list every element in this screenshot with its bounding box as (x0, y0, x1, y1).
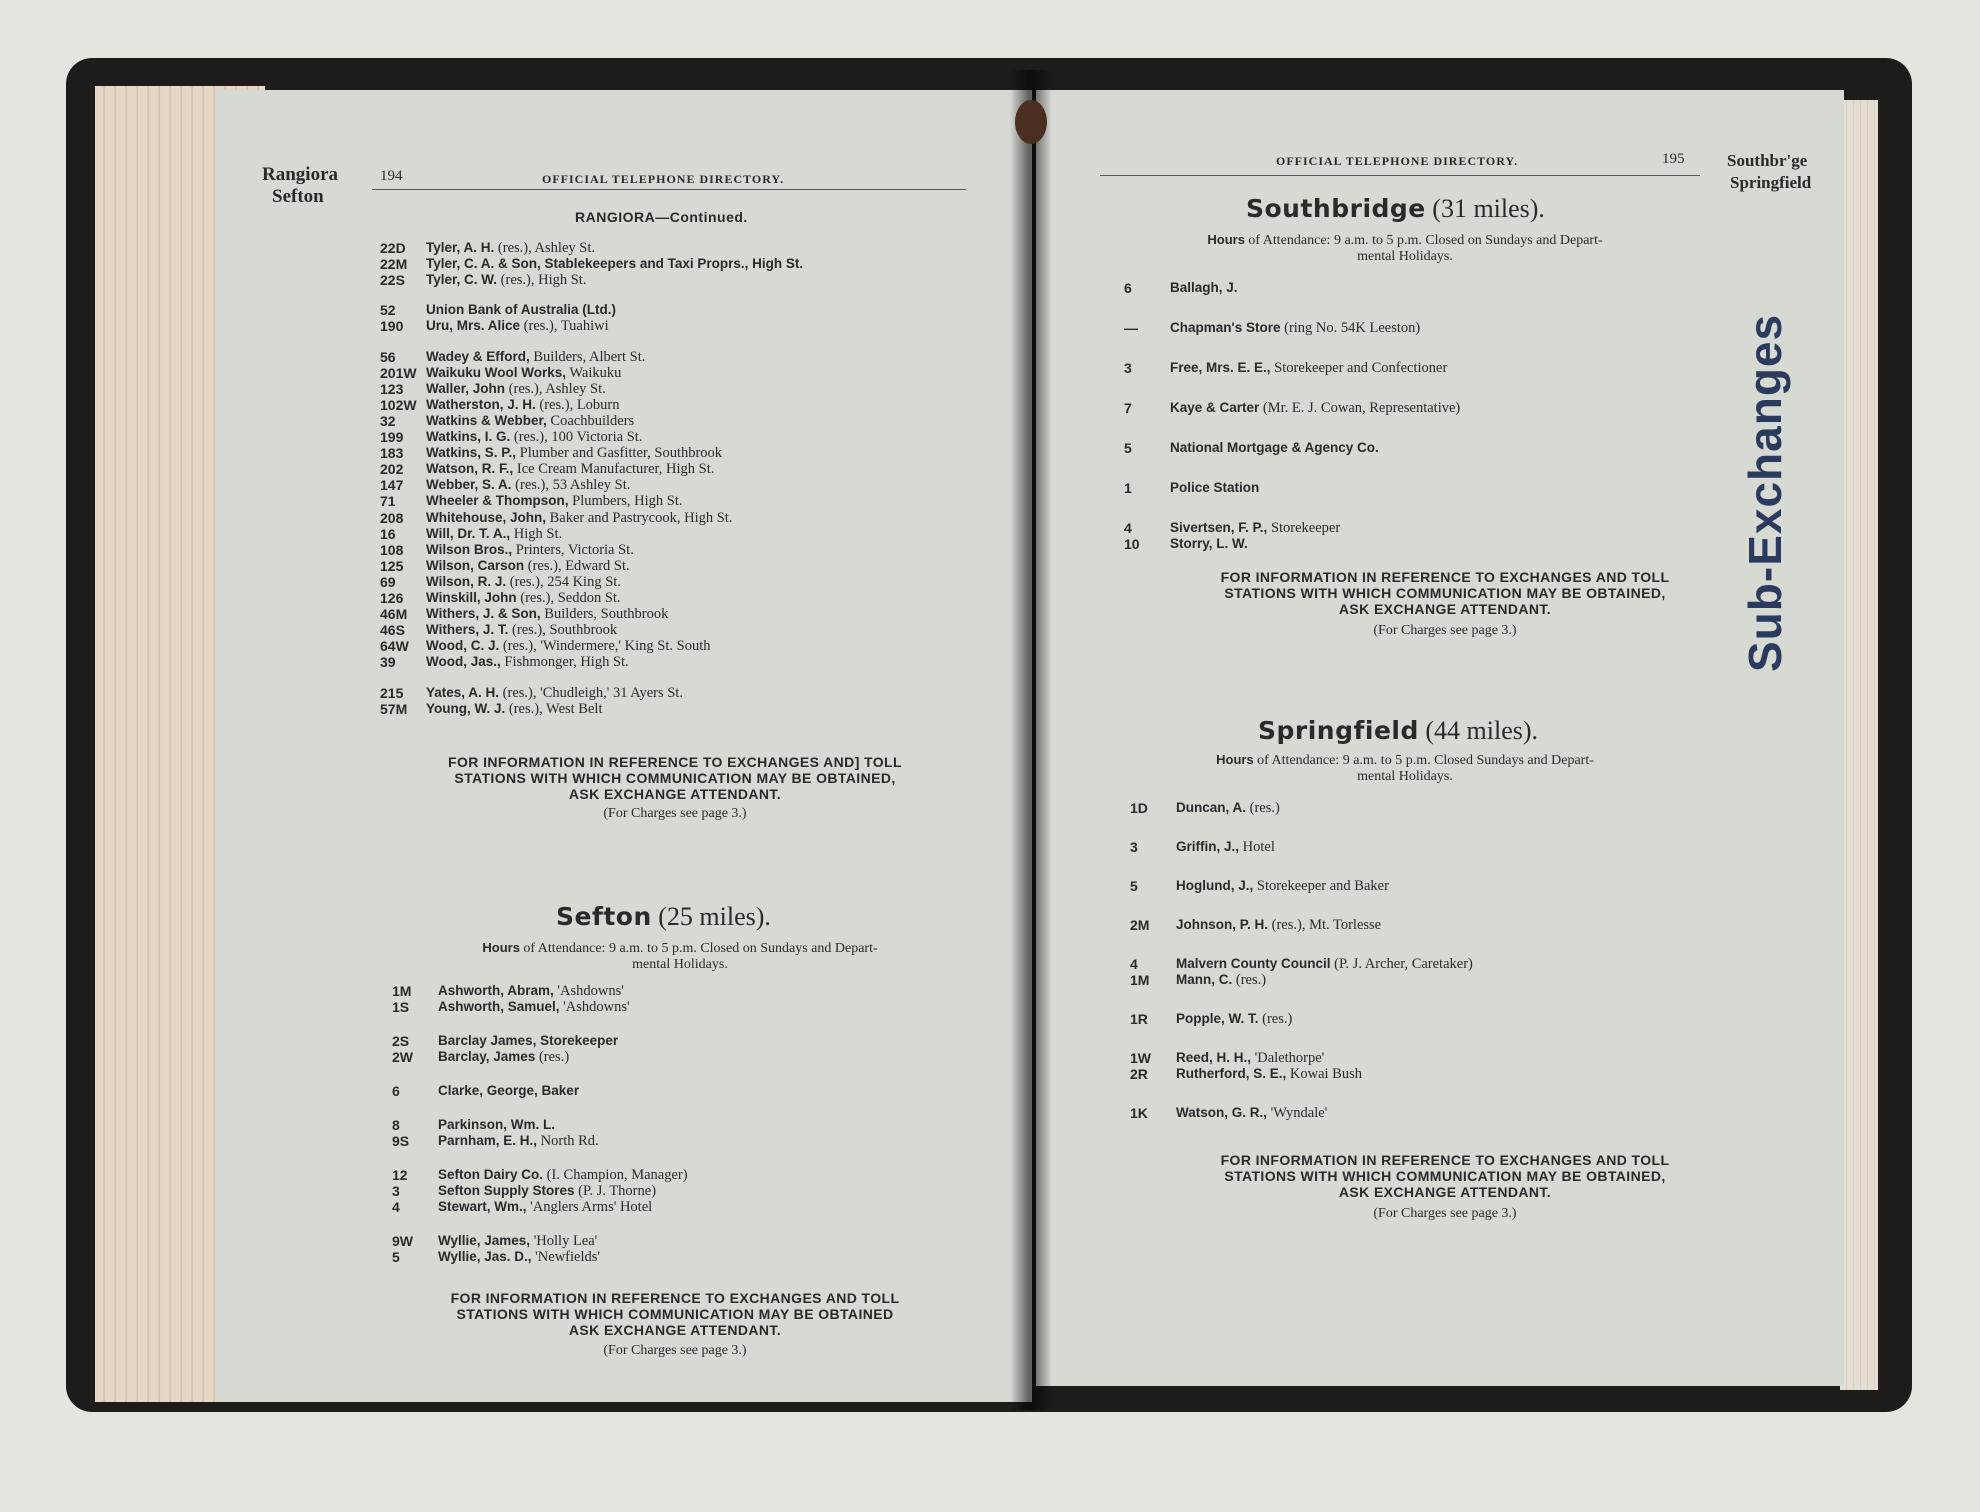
entry-number: 16 (380, 526, 396, 542)
entry-detail: Storekeeper and Baker (1253, 878, 1389, 894)
entry-number: 125 (380, 558, 404, 574)
page-number-right: 195 (1662, 151, 1685, 167)
entry-text (426, 445, 722, 461)
entry-number: 123 (380, 381, 404, 397)
rangiora-heading: RANGIORA—Continued. (575, 209, 748, 225)
entry-name: Watkins, I. G. (426, 429, 511, 444)
entry-detail: 'Wyndale' (1267, 1105, 1328, 1121)
entry-name: Sivertsen, F. P., (1170, 520, 1268, 535)
page-number-left: 194 (380, 168, 403, 184)
entry-name: Tyler, C. A. & Son, Stablekeepers and Taxi Proprs., High St. (426, 256, 804, 271)
entry-number: 6 (1124, 280, 1132, 296)
entry-number: 7 (1124, 400, 1132, 416)
entry-name: Ballagh, J. (1170, 280, 1238, 295)
springfield-info (1100, 1152, 1790, 1200)
entry-name: Chapman's Store (1170, 320, 1281, 335)
entry-text (426, 397, 620, 413)
ink-spot (1015, 100, 1047, 144)
entry-number: 208 (380, 510, 404, 526)
entry-text (1170, 520, 1340, 536)
hours-line: of Attendance: 9 a.m. to 5 p.m. Closed on Sundays and Depart- (1248, 233, 1603, 248)
entry-detail: Waikuku (566, 365, 622, 381)
entry-detail: 'Holly Lea' (530, 1233, 598, 1249)
entry-detail: (res.), High St. (497, 272, 587, 288)
entry-detail: (res.), Mt. Torlesse (1268, 917, 1382, 933)
southbridge-miles: (31 miles). (1432, 194, 1545, 223)
margin-tab-southbridge: Southbr'ge (1727, 151, 1808, 170)
info-line: STATIONS WITH WHICH COMMUNICATION MAY BE OBTAINED (456, 1306, 894, 1322)
entry-name: Free, Mrs. E. E., (1170, 360, 1271, 375)
entry-name: Will, Dr. T. A., (426, 526, 511, 541)
springfield-hours (1110, 752, 1700, 785)
entry-text (426, 590, 621, 606)
entry-number: 1K (1130, 1105, 1148, 1121)
entry-detail: (res.), West Belt (505, 701, 603, 717)
entry-text (426, 302, 616, 318)
entry-name: Wilson, R. J. (426, 574, 507, 589)
margin-tab-rangiora: Rangiora (262, 164, 338, 185)
entry-name: Barclay James, Storekeeper (438, 1033, 619, 1048)
entry-text (426, 654, 629, 670)
margin-tab-springfield: Springfield (1730, 173, 1812, 192)
entry-detail: (res.), Seddon St. (516, 590, 621, 606)
entry-name: Ashworth, Abram, (438, 983, 554, 998)
entry-name: Popple, W. T. (1176, 1011, 1259, 1026)
entry-detail: (res.), 'Windermere,' King St. South (499, 638, 711, 654)
entry-text (1170, 320, 1420, 336)
entry-number: 1W (1130, 1050, 1151, 1066)
entry-text (1176, 956, 1473, 972)
southbridge-charges: (For Charges see page 3.) (1373, 623, 1517, 638)
springfield-charges: (For Charges see page 3.) (1373, 1206, 1517, 1221)
entry-detail: (res.) (1246, 800, 1280, 816)
entry-name: Uru, Mrs. Alice (426, 318, 521, 333)
entry-text (438, 1249, 600, 1265)
info-line: FOR INFORMATION IN REFERENCE TO EXCHANGES AND] TOLL (448, 754, 902, 770)
entry-text (426, 638, 710, 654)
entry-number: 6 (392, 1083, 400, 1099)
entry-detail: 'Ashdowns' (559, 999, 630, 1015)
entry-detail: Builders, Albert St. (529, 349, 646, 365)
entry-number: 9W (392, 1233, 413, 1249)
sefton-name: Sefton (556, 902, 652, 931)
entry-text (426, 429, 642, 445)
header-rule-left (372, 189, 966, 190)
entry-detail: (res.), Ashley St. (494, 240, 595, 256)
entry-number: 199 (380, 429, 404, 445)
running-head-right: OFFICIAL TELEPHONE DIRECTORY. (1276, 154, 1519, 168)
entry-number: 147 (380, 477, 404, 493)
hours-label: Hours (1207, 232, 1245, 247)
book-gutter (1010, 70, 1052, 1410)
entry-name: Watherston, J. H. (426, 397, 536, 412)
running-head-left: OFFICIAL TELEPHONE DIRECTORY. (542, 172, 785, 186)
entry-detail: (res.) (535, 1049, 570, 1065)
entry-name: Malvern County Council (1176, 956, 1331, 971)
entry-number: 215 (380, 685, 404, 701)
entry-detail: North Rd. (537, 1133, 599, 1149)
entry-detail: 'Dalethorpe' (1251, 1050, 1325, 1066)
entry-text (1170, 400, 1460, 416)
entry-name: Wyllie, Jas. D., (438, 1249, 532, 1264)
entry-text (1170, 440, 1379, 456)
entry-number: 64W (380, 638, 409, 654)
entry-name: Reed, H. H., (1176, 1050, 1252, 1065)
info-line: ASK EXCHANGE ATTENDANT. (568, 786, 782, 802)
info-line: FOR INFORMATION IN REFERENCE TO EXCHANGES AND TOLL (450, 1290, 900, 1306)
entry-name: Tyler, C. W. (426, 272, 498, 287)
entry-number: 3 (392, 1183, 400, 1199)
hours-line: mental Holidays. (632, 957, 728, 972)
entry-detail: (res.), 'Chudleigh,' 31 Ayers St. (499, 685, 683, 701)
entry-number: 32 (380, 413, 396, 429)
rangiora-charges: (For Charges see page 3.) (603, 806, 747, 821)
entry-name: Waikuku Wool Works, (426, 365, 567, 380)
entry-detail: (ring No. 54K Leeston) (1280, 320, 1421, 336)
entry-number: 201W (380, 365, 417, 381)
hours-line: mental Holidays. (1357, 249, 1453, 264)
springfield-title (1258, 716, 1538, 746)
entry-number: 202 (380, 461, 404, 477)
entry-number: 56 (380, 349, 396, 365)
entry-text (438, 983, 624, 999)
entry-number: 102W (380, 397, 417, 413)
entry-number: 46S (380, 622, 405, 638)
entry-text (426, 318, 609, 334)
entry-number: 1D (1130, 800, 1148, 816)
entry-number: 2S (392, 1033, 410, 1049)
entry-number: 22M (380, 256, 408, 272)
entry-name: Griffin, J., (1176, 839, 1240, 854)
entry-detail: (P. J. Thorne) (574, 1183, 657, 1199)
entry-text (1176, 1050, 1324, 1066)
entry-text (426, 685, 683, 701)
entry-name: Withers, J. & Son, (426, 606, 541, 621)
entry-number: 57M (380, 701, 408, 717)
southbridge-title (1246, 194, 1545, 224)
entry-name: National Mortgage & Agency Co. (1170, 440, 1379, 455)
entry-name: Stewart, Wm., (438, 1199, 527, 1214)
entry-text (438, 1167, 688, 1183)
entry-number: 126 (380, 590, 404, 606)
entry-detail: (I. Champion, Manager) (543, 1167, 688, 1183)
entry-text (426, 381, 606, 397)
sefton-hours (390, 940, 970, 973)
entry-number: 1R (1130, 1011, 1148, 1027)
entry-number: 1S (392, 999, 410, 1015)
entry-name: Wadey & Efford, (426, 349, 530, 364)
entry-detail: Coachbuilders (546, 413, 635, 429)
entry-name: Withers, J. T. (426, 622, 509, 637)
entry-name: Sefton Supply Stores (438, 1183, 575, 1198)
entry-text (1176, 1066, 1362, 1082)
entry-number: 22D (380, 240, 406, 256)
entry-name: Wood, C. J. (426, 638, 500, 653)
entry-detail: 'Anglers Arms' Hotel (526, 1199, 653, 1215)
entry-text (426, 477, 630, 493)
info-line: STATIONS WITH WHICH COMMUNICATION MAY BE OBTAINED, (1224, 585, 1666, 601)
entry-name: Johnson, P. H. (1176, 917, 1269, 932)
entry-detail: (res.), Tuahiwi (520, 318, 609, 334)
header-rule-right (1100, 175, 1700, 176)
margin-tab-sefton: Sefton (272, 186, 324, 207)
entry-name: Winskill, John (426, 590, 517, 605)
info-line: FOR INFORMATION IN REFERENCE TO EXCHANGES AND TOLL (1220, 569, 1670, 585)
entry-name: Parnham, E. H., (438, 1133, 538, 1148)
entry-number: 46M (380, 606, 408, 622)
entry-name: Wilson, Carson (426, 558, 525, 573)
rangiora-info (330, 754, 1020, 802)
entry-number: 22S (380, 272, 405, 288)
entry-name: Webber, S. A. (426, 477, 512, 492)
entry-text (438, 1133, 599, 1149)
entry-number: 69 (380, 574, 396, 590)
entry-text (1176, 800, 1280, 816)
entry-name: Watson, G. R., (1176, 1105, 1267, 1120)
entry-detail: (P. J. Archer, Caretaker) (1330, 956, 1473, 972)
info-line: ASK EXCHANGE ATTENDANT. (1338, 1184, 1552, 1200)
entry-text (426, 526, 562, 542)
entry-name: Wood, Jas., (426, 654, 501, 669)
entry-name: Kaye & Carter (1170, 400, 1260, 415)
entry-number: 183 (380, 445, 404, 461)
entry-detail: (res.), 254 King St. (506, 574, 621, 590)
entry-detail: 'Newfields' (531, 1249, 600, 1265)
entry-text (426, 240, 595, 256)
entry-text (438, 1233, 597, 1249)
entry-number: 2M (1130, 917, 1150, 933)
entry-number: 39 (380, 654, 396, 670)
entry-name: Barclay, James (438, 1049, 536, 1064)
entry-text (438, 1117, 555, 1133)
entry-detail: 'Ashdowns' (553, 983, 624, 999)
entry-text (1176, 917, 1381, 933)
entry-detail: (res.), Southbrook (508, 622, 618, 638)
entry-name: Hoglund, J., (1176, 878, 1254, 893)
springfield-name: Springfield (1258, 716, 1419, 745)
entry-text (426, 510, 732, 526)
entry-name: Ashworth, Samuel, (438, 999, 560, 1014)
entry-text (426, 256, 803, 272)
sefton-info (330, 1290, 1020, 1338)
right-page-edges (1840, 100, 1878, 1390)
entry-text (1176, 1105, 1327, 1121)
hours-label: Hours (1216, 752, 1254, 767)
entry-detail: (res.), 100 Victoria St. (510, 429, 643, 445)
entry-name: Wyllie, James, (438, 1233, 531, 1248)
entry-name: Parkinson, Wm. L. (438, 1117, 556, 1132)
entry-number: 4 (392, 1199, 400, 1215)
sefton-title (556, 902, 771, 932)
entry-detail: Kowai Bush (1286, 1066, 1362, 1082)
entry-text (426, 272, 586, 288)
entry-text (426, 349, 645, 365)
entry-detail: High St. (510, 526, 563, 542)
entry-text (438, 1199, 652, 1215)
entry-detail: Ice Cream Manufacturer, High St. (513, 461, 715, 477)
southbridge-name: Southbridge (1246, 194, 1426, 223)
entry-number: 52 (380, 302, 396, 318)
entry-detail: (res.), Loburn (535, 397, 620, 413)
entry-name: Rutherford, S. E., (1176, 1066, 1287, 1081)
entry-number: 2W (392, 1049, 413, 1065)
hours-line: of Attendance: 9 a.m. to 5 p.m. Closed Sundays and Depart- (1257, 753, 1594, 768)
entry-text (426, 413, 634, 429)
info-line: FOR INFORMATION IN REFERENCE TO EXCHANGES AND TOLL (1220, 1152, 1670, 1168)
entry-detail: (res.) (1258, 1011, 1293, 1027)
entry-detail: Baker and Pastrycook, High St. (546, 510, 733, 526)
entry-detail: Fishmonger, High St. (500, 654, 629, 670)
entry-number: 10 (1124, 536, 1140, 552)
entry-name: Duncan, A. (1176, 800, 1247, 815)
entry-text (1176, 1011, 1292, 1027)
entry-detail: (res.), 53 Ashley St. (511, 477, 631, 493)
entry-text (1176, 878, 1389, 894)
entry-name: Tyler, A. H. (426, 240, 495, 255)
sefton-charges: (For Charges see page 3.) (603, 1343, 747, 1358)
entry-number: 9S (392, 1133, 410, 1149)
entry-name: Young, W. J. (426, 701, 506, 716)
entry-detail: Hotel (1239, 839, 1275, 855)
southbridge-hours (1110, 232, 1700, 265)
entry-number: 4 (1124, 520, 1132, 536)
entry-name: Sefton Dairy Co. (438, 1167, 544, 1182)
entry-detail: (res.), Edward St. (524, 558, 630, 574)
entry-text (1176, 972, 1266, 988)
entry-number: 2R (1130, 1066, 1148, 1082)
sub-exchanges-tab: Sub-Exchanges (1739, 313, 1791, 672)
entry-number: 8 (392, 1117, 400, 1133)
entry-number: — (1124, 320, 1138, 336)
entry-text (426, 558, 630, 574)
entry-number: 12 (392, 1167, 408, 1183)
entry-text (438, 1033, 618, 1049)
entry-text (426, 701, 602, 717)
entry-name: Storry, L. W. (1170, 536, 1248, 551)
entry-text (426, 574, 621, 590)
entry-detail: Plumbers, High St. (568, 493, 683, 509)
entry-detail: Plumber and Gasfitter, Southbrook (516, 445, 723, 461)
entry-detail: Printers, Victoria St. (512, 542, 634, 558)
springfield-miles: (44 miles). (1425, 716, 1539, 745)
info-line: ASK EXCHANGE ATTENDANT. (568, 1322, 782, 1338)
entry-text (426, 461, 714, 477)
entry-detail: Builders, Southbrook (540, 606, 669, 622)
info-line: STATIONS WITH WHICH COMMUNICATION MAY BE OBTAINED, (454, 770, 896, 786)
sefton-miles: (25 miles). (658, 902, 771, 931)
entry-text (1170, 360, 1447, 376)
entry-text (426, 542, 634, 558)
entry-name: Watkins & Webber, (426, 413, 547, 428)
entry-number: 108 (380, 542, 404, 558)
entry-text (1170, 280, 1238, 296)
entry-name: Wilson Bros., (426, 542, 513, 557)
entry-number: 1 (1124, 480, 1132, 496)
entry-number: 3 (1130, 839, 1138, 855)
entry-number: 190 (380, 318, 404, 334)
southbridge-info (1100, 569, 1790, 617)
entry-number: 71 (380, 493, 396, 509)
entry-detail: (res.), Ashley St. (505, 381, 606, 397)
entry-detail: (res.) (1232, 972, 1267, 988)
entry-detail: (Mr. E. J. Cowan, Representative) (1259, 400, 1461, 416)
entry-name: Whitehouse, John, (426, 510, 546, 525)
entry-text (438, 1049, 569, 1065)
entry-text (1170, 536, 1248, 552)
entry-name: Wheeler & Thompson, (426, 493, 569, 508)
entry-name: Waller, John (426, 381, 506, 396)
entry-detail: Storekeeper and Confectioner (1270, 360, 1448, 376)
entry-number: 5 (392, 1249, 400, 1265)
entry-name: Police Station (1170, 480, 1260, 495)
entry-number: 5 (1130, 878, 1138, 894)
entry-text (1176, 839, 1275, 855)
entry-text (426, 493, 683, 509)
entry-number: 1M (1130, 972, 1150, 988)
entry-text (426, 365, 621, 381)
entry-number: 4 (1130, 956, 1138, 972)
entry-text (426, 622, 617, 638)
entry-name: Union Bank of Australia (Ltd.) (426, 302, 616, 317)
entry-name: Mann, C. (1176, 972, 1233, 987)
entry-number: 5 (1124, 440, 1132, 456)
hours-line: of Attendance: 9 a.m. to 5 p.m. Closed on Sundays and Depart- (523, 941, 878, 956)
info-line: STATIONS WITH WHICH COMMUNICATION MAY BE OBTAINED, (1224, 1168, 1666, 1184)
entry-text (438, 1083, 579, 1099)
entry-name: Watkins, S. P., (426, 445, 517, 460)
entry-text (438, 1183, 656, 1199)
entry-name: Watson, R. F., (426, 461, 514, 476)
entry-detail: Storekeeper (1267, 520, 1341, 536)
entry-text (438, 999, 630, 1015)
entry-text (1170, 480, 1259, 496)
entry-number: 1M (392, 983, 412, 999)
entry-text (426, 606, 668, 622)
entry-number: 3 (1124, 360, 1132, 376)
entry-name: Yates, A. H. (426, 685, 500, 700)
entry-name: Clarke, George, Baker (438, 1083, 580, 1098)
hours-line: mental Holidays. (1357, 769, 1453, 784)
info-line: ASK EXCHANGE ATTENDANT. (1338, 601, 1552, 617)
hours-label: Hours (482, 940, 520, 955)
